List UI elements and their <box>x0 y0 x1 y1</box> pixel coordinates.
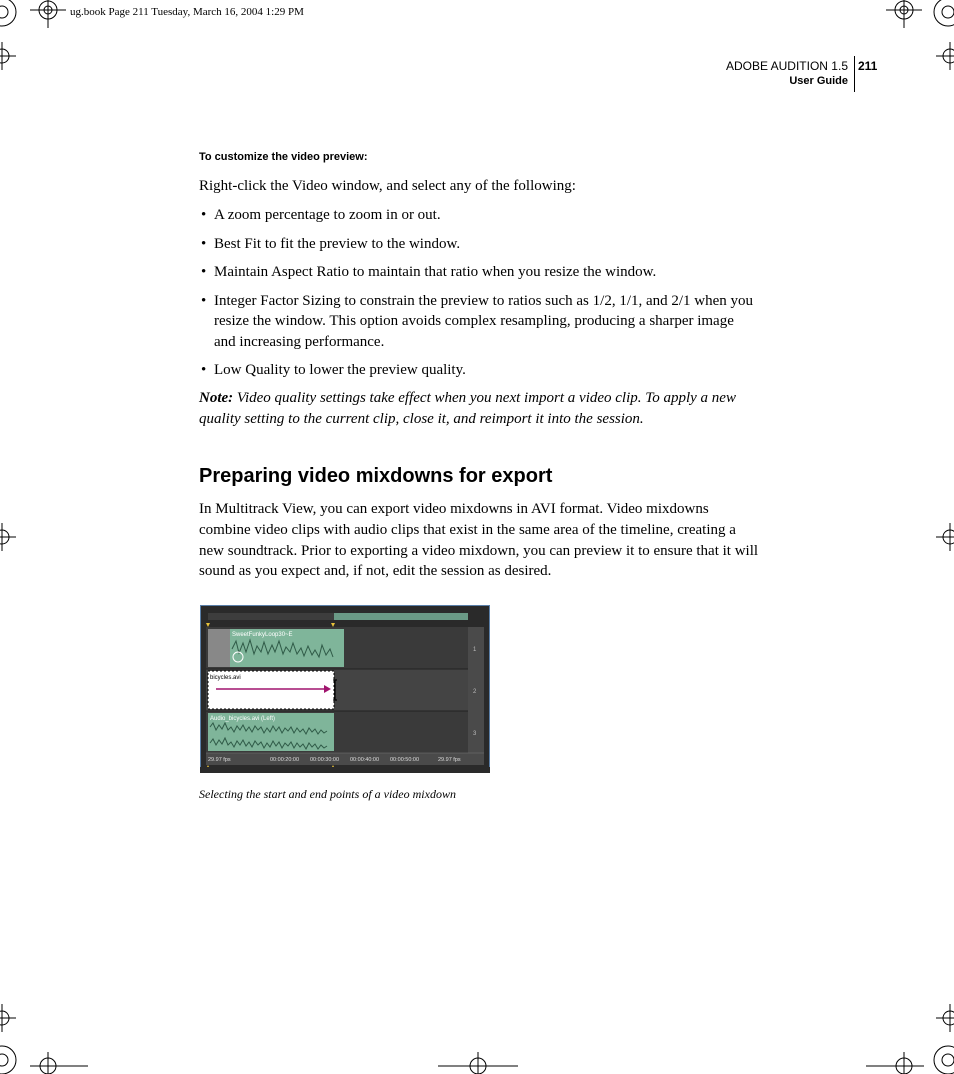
ruler-label: 00:00:50:00 <box>390 757 420 763</box>
registration-mark-right-middle <box>936 519 954 555</box>
clip-1-label: SweetFunkyLoop30~E <box>232 632 293 638</box>
color-target-bottom-right <box>930 1044 954 1074</box>
registration-mark-top-right <box>884 0 924 32</box>
header-divider <box>854 56 855 92</box>
page-number: 211 <box>858 59 878 73</box>
ruler-label: 00:00:40:00 <box>350 757 380 763</box>
ruler-label: 29.97 fps <box>438 757 461 763</box>
overview-range <box>334 613 468 620</box>
section-paragraph: In Multitrack View, you can export video mixdowns in AVI format. Video mixdowns combine video clips with audio clips that exist in the same area of the timeline, creating a new soundtrack. Prior to exporting a video mixdown, you can preview it to ensure that it will sound as you expect and, if not, edit the session as desired. <box>199 501 759 580</box>
multitrack-figure <box>200 605 490 773</box>
clip-2-label: bicycles.avi <box>210 675 241 681</box>
ruler-label: 00:00:30:00 <box>310 757 340 763</box>
overview-dark <box>208 613 334 620</box>
list-item: • Best Fit to fit the preview to the window. <box>199 234 759 255</box>
list-item: • Low Quality to lower the preview quality. <box>199 360 759 381</box>
color-target-top-left <box>0 0 20 30</box>
header-guide: User Guide <box>789 75 848 87</box>
registration-mark-bottom-left <box>30 1048 90 1074</box>
list-item: • Integer Factor Sizing to constrain the preview to ratios such as 1/2, 1/1, and 2/1 when you resize the window. This option avoids complex resampling, producing a sharper image and increasing performance. <box>199 291 759 353</box>
note <box>199 388 759 429</box>
note-label: Note: <box>199 390 234 406</box>
clip-1-left <box>208 629 230 667</box>
options-list <box>199 205 759 389</box>
registration-mark-right-top <box>936 38 954 74</box>
registration-mark-left-bottom <box>0 1000 18 1036</box>
registration-mark-left-top <box>0 38 18 74</box>
header-product: ADOBE AUDITION 1.5 <box>725 59 848 73</box>
figure-caption: Selecting the start and end points of a video mixdown <box>199 787 456 801</box>
registration-mark-top-left <box>30 0 70 32</box>
color-target-top-right <box>930 0 954 30</box>
list-item: • Maintain Aspect Ratio to maintain that ratio when you resize the window. <box>199 262 759 283</box>
clip-3-label: Audio_bicycles.avi (Left) <box>210 716 276 722</box>
registration-mark-bottom-right <box>864 1048 924 1074</box>
color-target-bottom-left <box>0 1044 20 1074</box>
procedure-title: To customize the video preview: <box>199 151 368 163</box>
track-number: 1 <box>473 647 477 653</box>
list-item: • A zoom percentage to zoom in or out. <box>199 205 759 226</box>
ruler-label: 29.97 fps <box>208 757 231 763</box>
intro-text: Right-click the Video window, and select any of the following: <box>199 178 576 194</box>
note-text: Video quality settings take effect when you next import a video clip. To apply a new quality setting to the current clip, close it, and reimport it into the session. <box>199 390 736 427</box>
printer-slug: ug.book Page 211 Tuesday, March 16, 2004 1:29 PM <box>70 6 304 18</box>
track-number: 3 <box>473 731 477 737</box>
track-number: 2 <box>473 689 477 695</box>
registration-mark-right-bottom <box>936 1000 954 1036</box>
ruler-label: 00:00:20:00 <box>270 757 300 763</box>
registration-mark-bottom-center <box>438 1048 518 1074</box>
section-heading: Preparing video mixdowns for export <box>199 465 553 487</box>
registration-mark-left-middle <box>0 519 18 555</box>
